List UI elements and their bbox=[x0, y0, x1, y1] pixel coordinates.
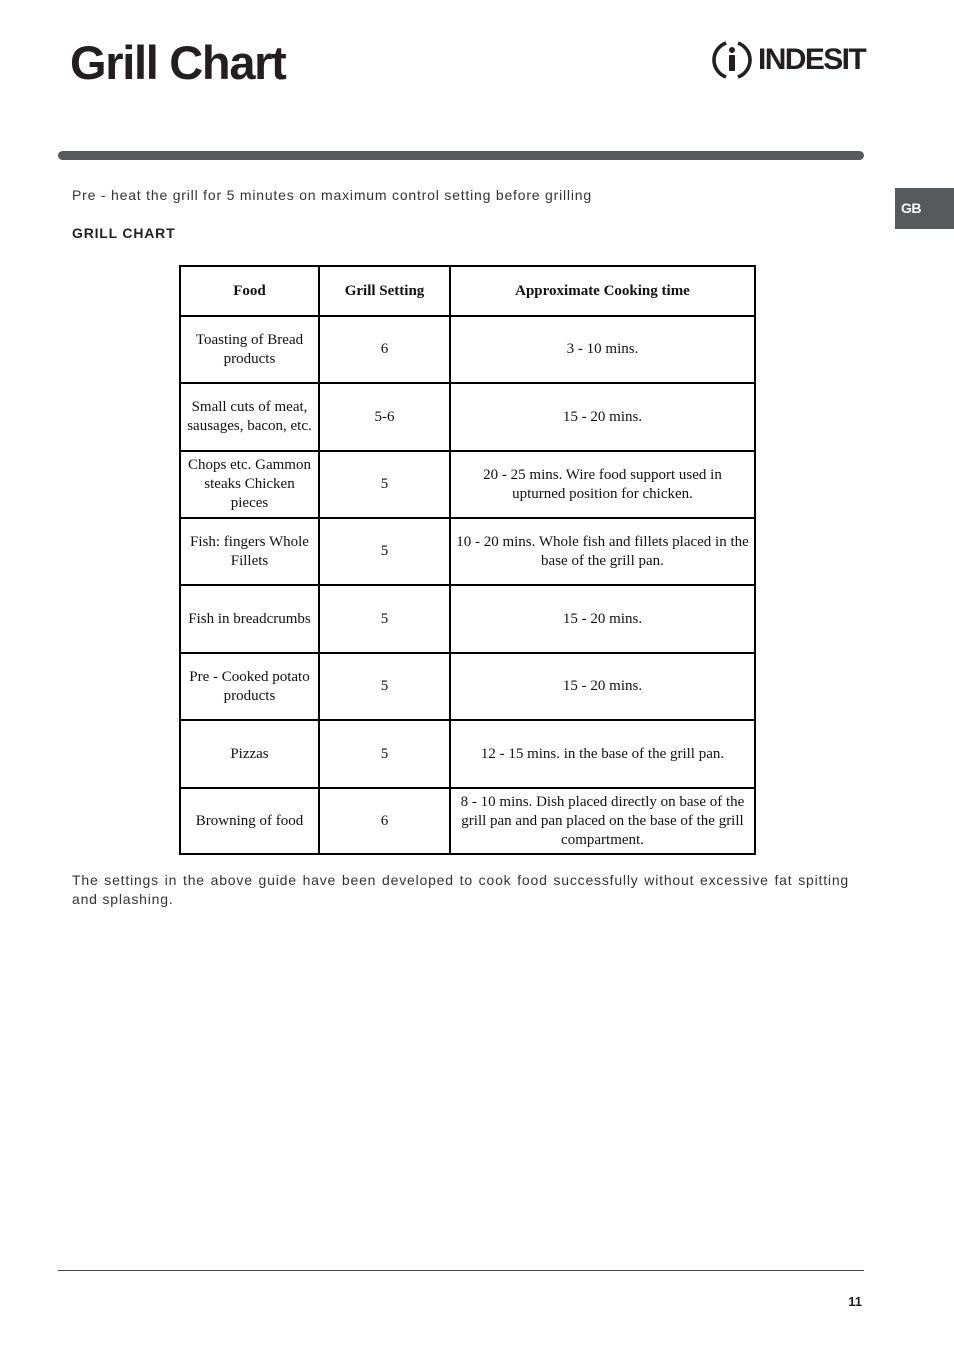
food-cell bbox=[181, 721, 318, 787]
grill-setting-value: 6 bbox=[380, 812, 389, 829]
table-row bbox=[181, 654, 754, 719]
cooking-time-cell bbox=[451, 519, 754, 584]
grill-chart-table bbox=[179, 265, 756, 855]
cooking-time-line: grill pan and pan placed on the base of the grill bbox=[461, 812, 744, 829]
food-text-line: products bbox=[223, 687, 276, 704]
grill-setting-value: 5 bbox=[380, 610, 389, 627]
grill-setting-cell bbox=[320, 789, 449, 853]
table-row bbox=[181, 317, 754, 382]
grill-setting-cell bbox=[320, 721, 449, 787]
column-header-label: Approximate Cooking time bbox=[515, 282, 690, 299]
table-row bbox=[181, 586, 754, 652]
table-row bbox=[181, 519, 754, 584]
food-text-line: Toasting of Bread bbox=[195, 331, 304, 348]
preheat-instruction: Pre - heat the grill for 5 minutes on maximum control setting before grilling bbox=[72, 187, 592, 203]
cooking-time-cell bbox=[451, 654, 754, 719]
cooking-time-line: 3 - 10 mins. bbox=[566, 341, 639, 357]
cooking-time-line: 12 - 15 mins. in the base of the grill pan. bbox=[480, 745, 725, 762]
food-cell bbox=[181, 452, 318, 517]
cooking-time-cell bbox=[451, 452, 754, 517]
table-row bbox=[181, 384, 754, 450]
cooking-time-line: compartment. bbox=[561, 831, 644, 848]
cooking-time-line: upturned position for chicken. bbox=[512, 485, 693, 502]
grill-setting-value: 5 bbox=[380, 476, 389, 492]
table-header-row bbox=[181, 267, 754, 315]
cooking-time-line: 8 - 10 mins. Dish placed directly on base of the bbox=[460, 793, 745, 810]
cooking-time-line: 15 - 20 mins. bbox=[562, 610, 643, 627]
food-text-line: Browning of food bbox=[195, 812, 304, 829]
cooking-time-cell bbox=[451, 586, 754, 652]
logo-i-stem bbox=[729, 55, 735, 71]
table-row bbox=[181, 789, 754, 853]
column-header-label: Grill Setting bbox=[344, 282, 425, 299]
grill-setting-cell bbox=[320, 317, 449, 382]
column-header-cooking-time bbox=[451, 267, 754, 315]
footer-note: The settings in the above guide have been developed to cook food successfully without excessive fat spitting and splashing. bbox=[72, 872, 849, 907]
food-cell bbox=[181, 317, 318, 382]
grill-setting-cell bbox=[320, 384, 449, 450]
footer-divider bbox=[58, 1270, 864, 1271]
cooking-time-line: 15 - 20 mins. bbox=[562, 678, 643, 694]
cooking-time-line: base of the grill pan. bbox=[541, 552, 664, 569]
food-cell bbox=[181, 586, 318, 652]
food-cell bbox=[181, 654, 318, 719]
column-header-food bbox=[181, 267, 318, 315]
grill-setting-value: 5 bbox=[380, 678, 389, 694]
grill-setting-value: 5-6 bbox=[374, 408, 395, 425]
cooking-time-cell bbox=[451, 721, 754, 787]
grill-setting-value: 6 bbox=[380, 341, 389, 357]
cooking-time-line: 10 - 20 mins. Whole fish and fillets placed in the bbox=[456, 533, 749, 550]
table-row bbox=[181, 721, 754, 787]
food-cell bbox=[181, 789, 318, 853]
food-text-line: steaks Chicken bbox=[204, 476, 295, 492]
cooking-time-cell bbox=[451, 384, 754, 450]
food-text-line: Fillets bbox=[230, 552, 269, 569]
cooking-time-cell bbox=[451, 317, 754, 382]
grill-setting-cell bbox=[320, 519, 449, 584]
column-header-label: Food bbox=[233, 282, 266, 299]
table-row bbox=[181, 452, 754, 517]
section-heading: GRILL CHART bbox=[72, 225, 176, 241]
grill-setting-cell bbox=[320, 586, 449, 652]
language-tab bbox=[895, 188, 954, 229]
column-header-grill-setting bbox=[320, 267, 449, 315]
food-text-line: Chops etc. Gammon bbox=[188, 457, 311, 473]
grill-setting-value: 5 bbox=[380, 745, 389, 762]
header-divider bbox=[58, 151, 864, 160]
food-text-line: sausages, bacon, etc. bbox=[187, 418, 312, 434]
grill-setting-cell bbox=[320, 452, 449, 517]
indesit-logo-icon bbox=[711, 39, 753, 81]
food-cell bbox=[181, 519, 318, 584]
food-text-line: Small cuts of meat, bbox=[191, 399, 308, 415]
food-text-line: pieces bbox=[230, 495, 269, 511]
food-text-line: Fish: fingers Whole bbox=[190, 533, 309, 550]
food-cell bbox=[181, 384, 318, 450]
language-tab-label: GB bbox=[901, 200, 921, 216]
food-text-line: products bbox=[223, 350, 276, 367]
brand-wordmark: INDESIT bbox=[758, 43, 866, 76]
food-text-line: Pre - Cooked potato bbox=[189, 668, 310, 685]
food-text-line: Fish in breadcrumbs bbox=[188, 610, 311, 627]
cooking-time-line: 20 - 25 mins. Wire food support used in bbox=[483, 466, 722, 483]
logo-i-dot bbox=[729, 47, 735, 53]
cooking-time-line: 15 - 20 mins. bbox=[562, 408, 643, 425]
grill-setting-cell bbox=[320, 654, 449, 719]
cooking-time-cell bbox=[451, 789, 754, 853]
food-text-line: Pizzas bbox=[230, 745, 269, 762]
page-number: 11 bbox=[848, 1294, 862, 1309]
page-title: Grill Chart bbox=[70, 36, 286, 89]
brand-logo bbox=[711, 39, 867, 81]
grill-setting-value: 5 bbox=[380, 543, 389, 559]
